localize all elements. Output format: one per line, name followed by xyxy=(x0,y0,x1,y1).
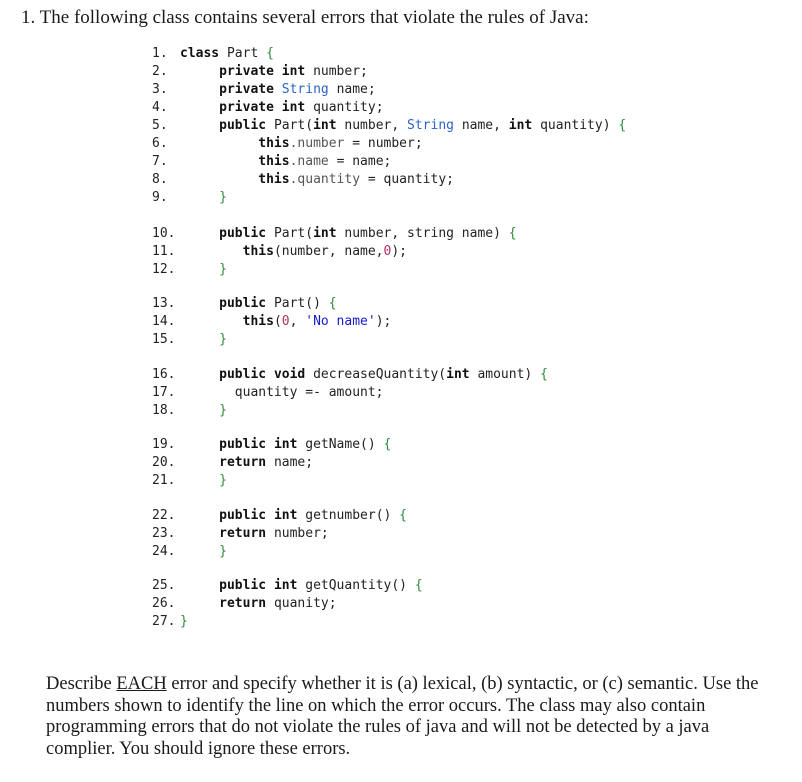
line-number: 4. xyxy=(152,100,168,115)
instructions-body: error and specify whether it is (a) lexical, (b) syntactic, or (c) semantic. Use the numbers shown to identify the line on which the error occurs. The class may also contain programming errors that do not violate the rules of java and will not be detected by a java complier. You should ignore these errors. xyxy=(46,674,759,759)
line-number: 23. xyxy=(152,526,176,541)
code-line-9: 9. } xyxy=(152,190,227,205)
line-number: 24. xyxy=(152,544,176,559)
code-line-2: 2. private int number; xyxy=(152,64,368,79)
code-line-3: 3. private String name; xyxy=(152,82,376,97)
code-line-17: 17. quantity =- amount; xyxy=(152,385,384,400)
instructions-lead: Describe xyxy=(46,674,117,694)
code-line-13: 13. public Part() { xyxy=(152,296,337,311)
line-number: 5. xyxy=(152,118,168,133)
code-line-27: 27. } xyxy=(152,614,188,629)
code-line-25: 25. public int getQuantity() { xyxy=(152,578,423,593)
code-line-21: 21. } xyxy=(152,473,227,488)
code-line-24: 24. } xyxy=(152,544,227,559)
instructions-paragraph xyxy=(46,674,766,760)
line-number: 18. xyxy=(152,403,176,418)
code-line-11: 11. this(number, name,0); xyxy=(152,244,407,259)
line-number: 21. xyxy=(152,473,176,488)
code-line-6: 6. this.number = number; xyxy=(152,136,423,151)
line-number: 25. xyxy=(152,578,176,593)
line-number: 7. xyxy=(152,154,168,169)
line-number: 17. xyxy=(152,385,176,400)
code-line-7: 7. this.name = name; xyxy=(152,154,392,169)
code-line-15: 15. } xyxy=(152,332,227,347)
line-number: 14. xyxy=(152,314,176,329)
code-line-19: 19. public int getName() { xyxy=(152,437,392,452)
code-line-26: 26. return quanity; xyxy=(152,596,337,611)
code-line-12: 12. } xyxy=(152,262,227,277)
emphasis-each: EACH xyxy=(116,674,167,694)
line-number: 27. xyxy=(152,614,176,629)
line-number: 22. xyxy=(152,508,176,523)
code-line-20: 20. return name; xyxy=(152,455,314,470)
line-number: 8. xyxy=(152,172,168,187)
line-number: 11. xyxy=(152,244,176,259)
code-line-1: 1. class Part { xyxy=(152,46,274,61)
line-number: 9. xyxy=(152,190,168,205)
line-number: 2. xyxy=(152,64,168,79)
line-number: 20. xyxy=(152,455,176,470)
code-line-4: 4. private int quantity; xyxy=(152,100,384,115)
code-line-14: 14. this(0, 'No name'); xyxy=(152,314,392,329)
line-number: 16. xyxy=(152,367,176,382)
code-line-10: 10. public Part(int number, string name) { xyxy=(152,226,517,241)
line-number: 19. xyxy=(152,437,176,452)
line-number: 1. xyxy=(152,46,168,61)
question-prompt: 1. The following class contains several errors that violate the rules of Java: xyxy=(21,7,589,28)
code-line-8: 8. this.quantity = quantity; xyxy=(152,172,454,187)
line-number: 15. xyxy=(152,332,176,347)
line-number: 26. xyxy=(152,596,176,611)
code-line-22: 22. public int getnumber() { xyxy=(152,508,407,523)
line-number: 6. xyxy=(152,136,168,151)
code-line-5: 5. public Part(int number, String name, int quantity) { xyxy=(152,118,627,133)
code-line-23: 23. return number; xyxy=(152,526,329,541)
code-line-16: 16. public void decreaseQuantity(int amount) { xyxy=(152,367,548,382)
line-number: 13. xyxy=(152,296,176,311)
code-line-18: 18. } xyxy=(152,403,227,418)
line-number: 3. xyxy=(152,82,168,97)
line-number: 12. xyxy=(152,262,176,277)
line-number: 10. xyxy=(152,226,176,241)
